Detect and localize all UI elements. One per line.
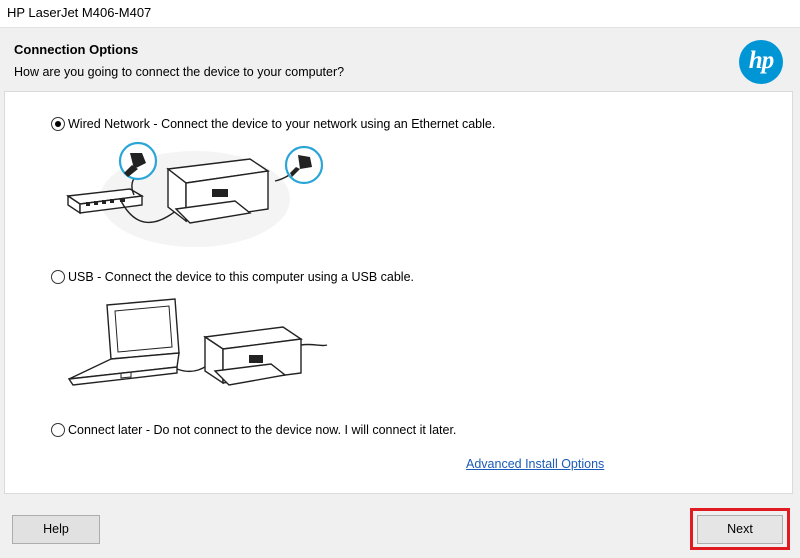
option-connect-later-label: Connect later - Do not connect to the device now. I will connect it later. bbox=[68, 423, 457, 437]
page-subtitle: How are you going to connect the device to your computer? bbox=[14, 65, 345, 79]
page-title: Connection Options bbox=[14, 42, 139, 57]
help-button[interactable]: Help bbox=[12, 515, 100, 544]
radio-usb[interactable] bbox=[51, 270, 65, 284]
title-bar bbox=[0, 0, 800, 28]
radio-wired-network[interactable] bbox=[51, 117, 65, 131]
next-button[interactable]: Next bbox=[697, 515, 783, 544]
window-title: HP LaserJet M406-M407 bbox=[7, 5, 152, 20]
hp-logo-text: hp bbox=[748, 47, 774, 74]
header bbox=[0, 28, 800, 90]
hp-logo bbox=[739, 40, 783, 84]
radio-connect-later[interactable] bbox=[51, 423, 65, 437]
option-wired-network-label: Wired Network - Connect the device to your network using an Ethernet cable. bbox=[68, 117, 496, 131]
option-usb-label: USB - Connect the device to this computer using a USB cable. bbox=[68, 270, 415, 284]
advanced-install-options-link[interactable]: Advanced Install Options bbox=[466, 457, 605, 471]
wired-network-illustration bbox=[60, 141, 330, 251]
usb-illustration bbox=[65, 297, 335, 397]
options-panel bbox=[4, 91, 793, 494]
